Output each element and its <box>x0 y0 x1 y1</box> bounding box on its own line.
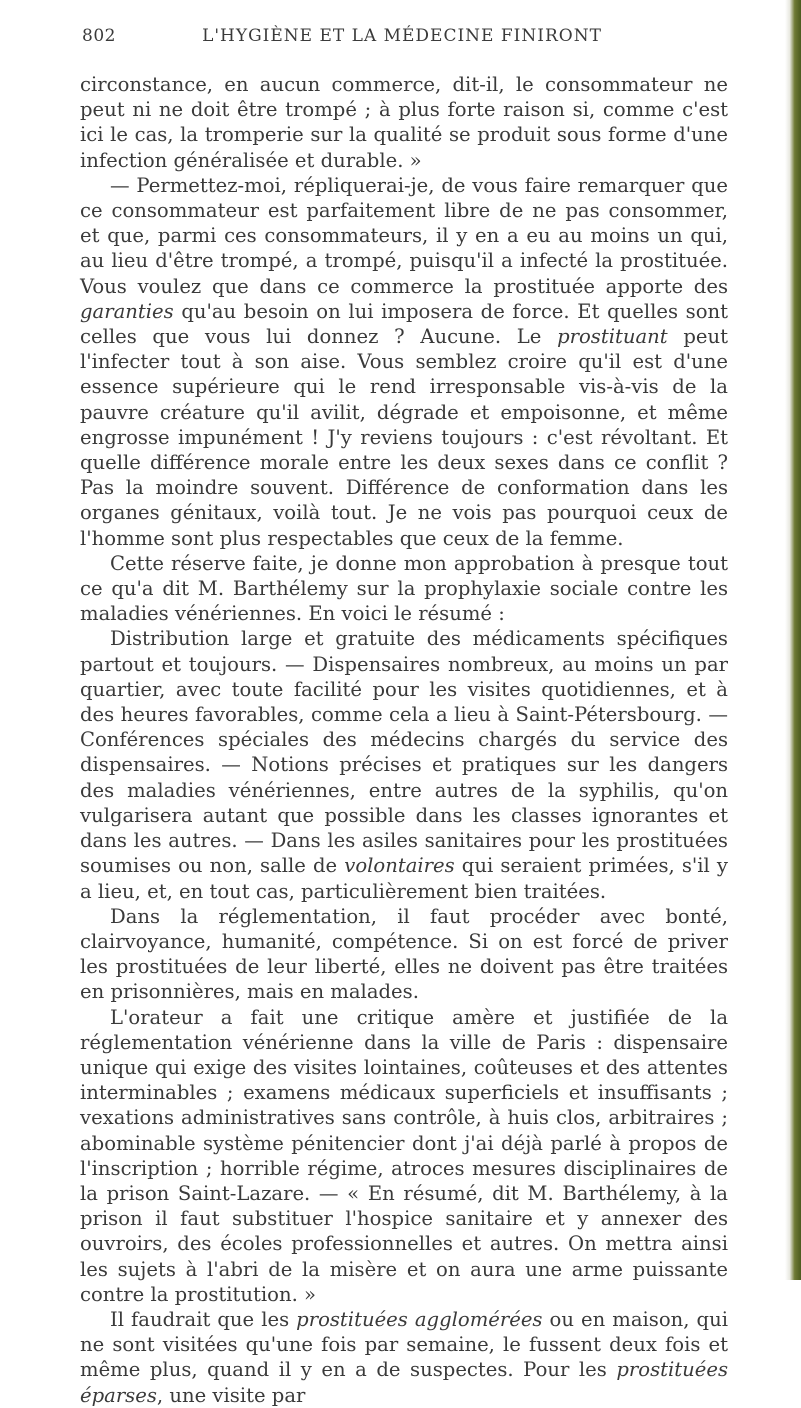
text-run: Dans la réglementation, il faut procéder avec bonté, clairvoyance, humanité, compétence. Si on est forcé de priver les prostituées de leur liberté, elles ne doivent pas être traitées en prisonnières, mais en malades. <box>80 904 728 1004</box>
italic-text: volontaires <box>344 854 455 878</box>
body-text <box>80 72 728 1408</box>
paragraph <box>80 1307 728 1408</box>
running-title: L'HYGIÈNE ET LA MÉDECINE FINIRONT <box>202 26 602 46</box>
italic-text: prostituées éparses <box>80 1358 728 1407</box>
page-edge <box>785 0 801 1280</box>
text-run: Distribution large et gratuite des médicaments spécifiques partout et toujours. — Dispensaires nombreux, au moins un par quartier, avec toute facilité pour les visites quotidiennes, et à des heures favorables, comme cela a lieu à Saint-Pétersbourg. — Conférences spéciales des médecins chargés du service des dispensaires. — Notions précises et pratiques sur les dangers des maladies vénériennes, entre autres de la syphilis, qu'on vulgarisera autant que possible dans les classes ignorantes et dans les autres. — Dans les asiles sanitaires pour les prostituées soumises ou non, salle de <box>80 627 728 878</box>
text-run: qu'au besoin on lui imposera de force. Et quelles sont celles que vous lui donnez ? Aucune. Le <box>80 299 728 349</box>
text-run: , une visite par <box>156 1383 306 1407</box>
text-run: peut l'infecter tout à son aise. Vous semblez croire qu'il est d'une essence supérieure qui le rend irresponsable vis-à-vis de la pauvre créature qu'il avilit, dégrade et empoisonne, et même engrosse impunément ! J'y reviens toujours : c'est révoltant. Et quelle différence morale entre les deux sexes dans ce conflit ? Pas la moindre souvent. Différence de conformation dans les organes génitaux, voilà tout. Je ne vois pas pourquoi ceux de l'homme sont plus respectables que ceux de la femme. <box>80 325 728 550</box>
running-head <box>82 26 722 56</box>
text-run: Cette réserve faite, je donne mon approbation à presque tout ce qu'a dit M. Barthélemy sur la prophylaxie sociale contre les maladies vénériennes. En voici le résumé : <box>80 551 728 626</box>
text-run: circonstance, en aucun commerce, dit-il, le consommateur ne peut ni ne doit être trompé ; à plus forte raison si, comme c'est ici le cas, la tromperie sur la qualité se produit sous forme d'une infection généralisée et durable. » <box>80 73 728 172</box>
text-run: Il faudrait que les <box>110 1307 297 1331</box>
paragraph <box>80 904 728 1005</box>
text-run: ou en maison, qui ne sont visitées qu'une fois par semaine, le fussent deux fois et même plus, quand il y en a de suspectes. Pour les <box>80 1307 728 1382</box>
italic-text: garanties <box>80 299 174 323</box>
italic-text: prostituant <box>557 325 668 349</box>
text-run: qui seraient primées, s'il y a lieu, et, en tout cas, particulièrement bien traitées. <box>80 854 728 903</box>
paragraph <box>80 626 728 903</box>
paragraph <box>80 72 728 173</box>
text-run: L'orateur a fait une critique amère et justifiée de la réglementation vénérienne dans la ville de Paris : dispensaire unique qui exige des visites lointaines, coûteuses et des attentes interminables ; examens médicaux superficiels et insuffisants ; vexations administratives sans contrôle, à huis clos, arbitraires ; abominable système pénitencier dont j'ai déjà parlé à propos de l'inscription ; horrible régime, atroces mesures disciplinaires de la prison Saint-Lazare. — « En résumé, dit M. Barthélemy, à la prison il faut substituer l'hospice sanitaire et y annexer des ouvroirs, des écoles professionnelles et autres. On mettra ainsi les sujets à l'abri de la misère et on aura une arme puissante contre la prostitution. » <box>80 1005 728 1306</box>
page-number: 802 <box>82 26 116 46</box>
paragraph <box>80 173 728 551</box>
italic-text: prostituées agglomérées <box>296 1307 543 1331</box>
paragraph <box>80 551 728 627</box>
text-run: — Permettez-moi, répliquerai-je, de vous faire remarquer que ce consommateur est parfaitement libre de ne pas consommer, et que, parmi ces consommateurs, il y en a eu au moins un qui, au lieu d'être trompé, a trompé, puisqu'il a infecté la prostituée. Vous voulez que dans ce commerce la prostituée apporte des <box>80 173 728 298</box>
paragraph <box>80 1005 728 1307</box>
